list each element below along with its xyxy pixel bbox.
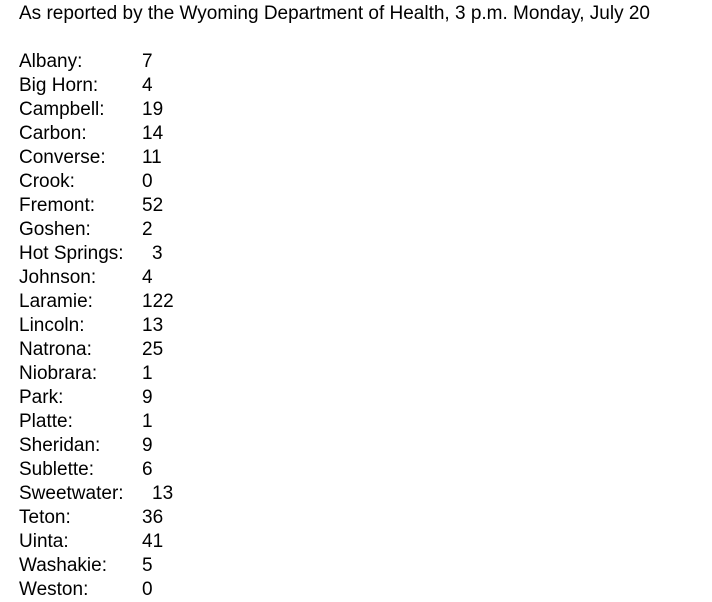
county-row — [19, 530, 712, 554]
county-count: 0 — [142, 171, 153, 192]
county-name: Weston: — [19, 579, 89, 600]
county-name: Washakie: — [19, 555, 107, 576]
county-count: 9 — [142, 387, 153, 408]
county-count: 52 — [142, 195, 164, 216]
county-count: 36 — [142, 507, 164, 528]
county-row — [19, 578, 712, 602]
county-name: Converse: — [19, 147, 106, 168]
county-list — [19, 50, 712, 602]
county-row — [19, 290, 712, 314]
county-name: Carbon: — [19, 123, 87, 144]
county-count: 5 — [142, 555, 153, 576]
county-row — [19, 242, 712, 266]
county-name: Sheridan: — [19, 435, 101, 456]
county-count: 19 — [142, 99, 164, 120]
county-row — [19, 338, 712, 362]
county-count: 2 — [142, 219, 153, 240]
county-name: Uinta: — [19, 531, 69, 552]
county-row — [19, 266, 712, 290]
county-name: Fremont: — [19, 195, 96, 216]
county-row — [19, 122, 712, 146]
county-row — [19, 554, 712, 578]
county-name: Albany: — [19, 51, 83, 72]
report-header: As reported by the Wyoming Department of Health, 3 p.m. Monday, July 20 — [19, 3, 650, 24]
county-name: Laramie: — [19, 291, 93, 312]
county-name: Hot Springs: — [19, 243, 124, 264]
county-name: Platte: — [19, 411, 73, 432]
county-name: Niobrara: — [19, 363, 98, 384]
county-name: Johnson: — [19, 267, 97, 288]
county-row — [19, 410, 712, 434]
county-row — [19, 98, 712, 122]
county-row — [19, 314, 712, 338]
county-name: Lincoln: — [19, 315, 85, 336]
county-count: 13 — [152, 483, 174, 504]
county-count: 122 — [142, 291, 174, 312]
county-row — [19, 482, 712, 506]
county-name: Park: — [19, 387, 64, 408]
county-name: Campbell: — [19, 99, 105, 120]
county-count: 3 — [152, 243, 163, 264]
county-row — [19, 218, 712, 242]
county-count: 13 — [142, 315, 164, 336]
county-name: Natrona: — [19, 339, 92, 360]
county-row — [19, 170, 712, 194]
county-row — [19, 386, 712, 410]
county-count: 0 — [142, 579, 153, 600]
county-row — [19, 74, 712, 98]
county-row — [19, 50, 712, 74]
county-row — [19, 362, 712, 386]
county-count: 1 — [142, 363, 153, 384]
county-row — [19, 146, 712, 170]
county-name: Crook: — [19, 171, 75, 192]
county-row — [19, 458, 712, 482]
county-row — [19, 506, 712, 530]
county-name: Sublette: — [19, 459, 94, 480]
county-name: Big Horn: — [19, 75, 99, 96]
county-count: 14 — [142, 123, 164, 144]
county-row — [19, 194, 712, 218]
county-name: Teton: — [19, 507, 71, 528]
county-count: 1 — [142, 411, 153, 432]
county-count: 25 — [142, 339, 164, 360]
county-count: 41 — [142, 531, 164, 552]
county-name: Goshen: — [19, 219, 91, 240]
county-name: Sweetwater: — [19, 483, 124, 504]
county-count: 4 — [142, 75, 153, 96]
county-count: 6 — [142, 459, 153, 480]
county-row — [19, 434, 712, 458]
county-count: 4 — [142, 267, 153, 288]
county-count: 11 — [142, 147, 162, 168]
county-count: 7 — [142, 51, 153, 72]
county-count: 9 — [142, 435, 153, 456]
